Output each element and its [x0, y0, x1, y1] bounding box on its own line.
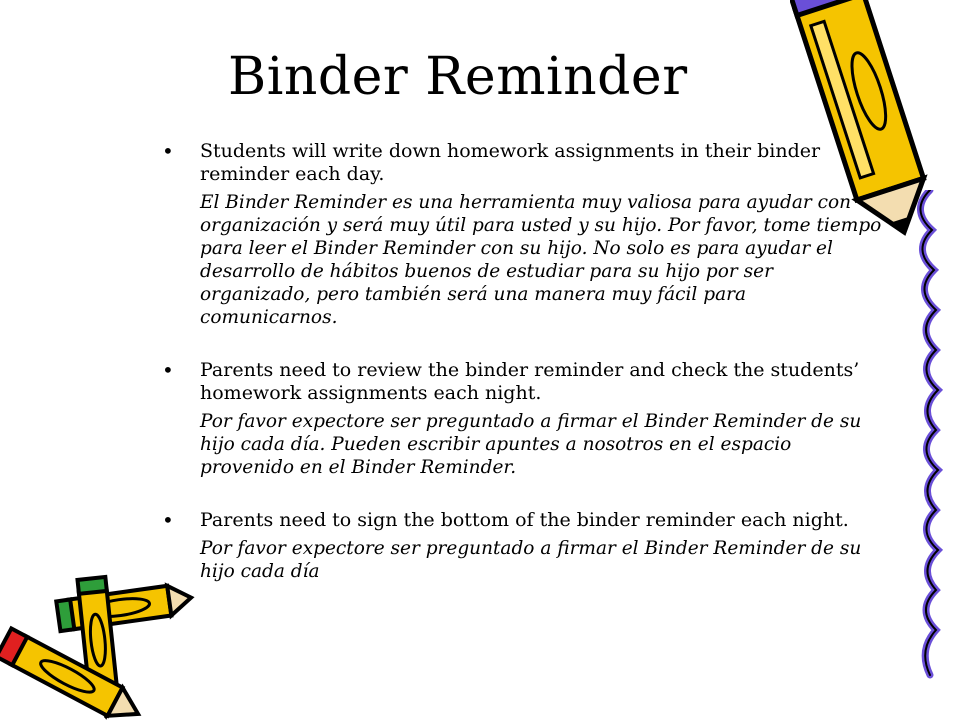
bullet-marker: • — [162, 358, 174, 382]
bullet-english-text: Parents need to sign the bottom of the binder reminder each night. — [200, 509, 849, 531]
bullet-english-text: Parents need to review the binder reminder and check the students’ homework assignments each night. — [200, 359, 860, 404]
bullet-english-text: Students will write down homework assignments in their binder reminder each day. — [200, 140, 821, 185]
bullet-spanish-text: El Binder Reminder es una herramienta muy valiosa para ayudar con organización y será muy útil para usted y su hijo. Por favor, tome tiempo para leer el Binder Reminder con su hijo. No solo es para ayudar el desarrollo de hábitos buenos de estudiar para su hijo por ser organizado, pero también será una manera muy fácil para comunicarnos. — [200, 192, 882, 328]
bullet-marker: • — [162, 139, 174, 163]
bullet-item — [162, 359, 882, 479]
bullet-list — [162, 140, 882, 583]
bullet-item — [162, 509, 882, 583]
bullet-marker: • — [162, 508, 174, 532]
pencils-cluster-icon — [0, 570, 200, 720]
bullet-spanish-text: Por favor expectore ser preguntado a firmar el Binder Reminder de su hijo cada día — [200, 538, 862, 582]
bullet-spanish-text: Por favor expectore ser preguntado a firmar el Binder Reminder de su hijo cada día. Pueden escribir apuntes a nosotros en el espacio provenido en el Binder Reminder. — [200, 411, 862, 478]
purple-squiggle-border — [900, 190, 950, 680]
slide-title: Binder Reminder — [228, 47, 688, 107]
bullet-item — [162, 140, 882, 329]
